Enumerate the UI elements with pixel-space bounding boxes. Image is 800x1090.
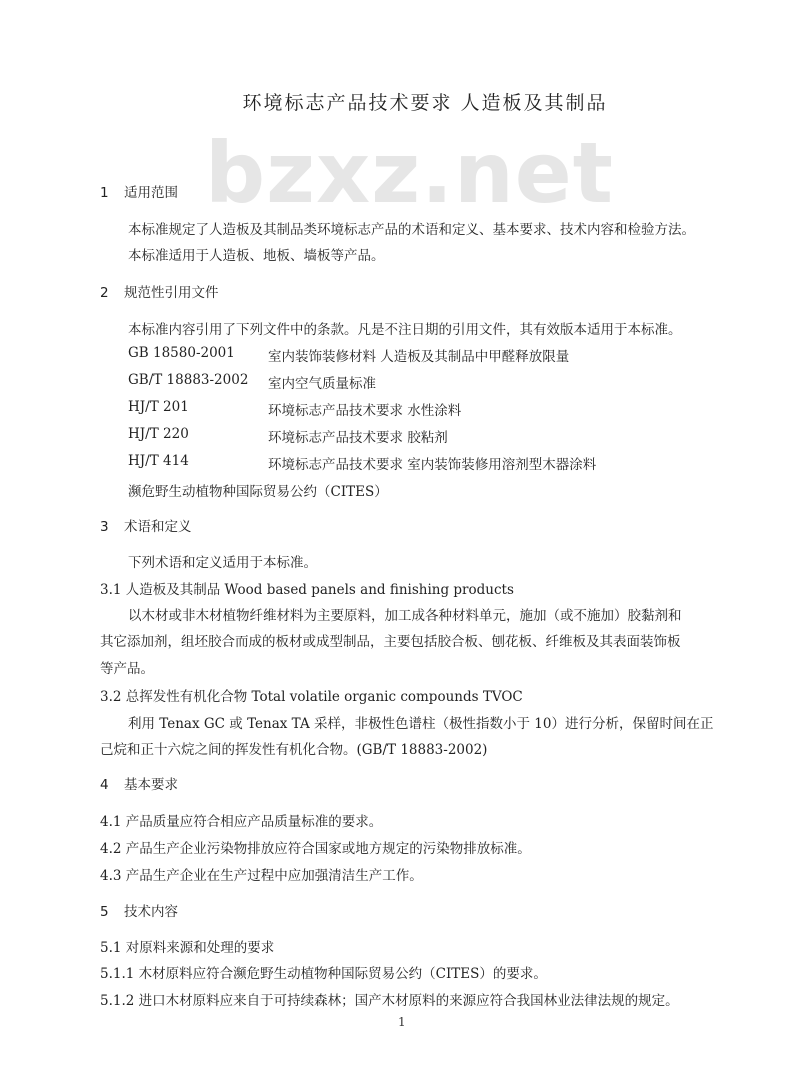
clause-heading: 3.2 总挥发性有机化合物 Total volatile organic compounds TVOC	[100, 689, 523, 705]
section-number: 3	[100, 519, 109, 535]
reference-name: 环境标志产品技术要求 胶粘剂	[268, 430, 448, 446]
clause-line: 4.2 产品生产企业污染物排放应符合国家或地方规定的污染物排放标准。	[100, 841, 531, 857]
reference-code: HJ/T 414	[128, 453, 189, 469]
clause-heading: 3.1 人造板及其制品 Wood based panels and finishing products	[100, 582, 514, 598]
page-number: 1	[398, 1015, 406, 1029]
section-heading-1	[100, 181, 178, 201]
paragraph-line: 本标准规定了人造板及其制品类环境标志产品的术语和定义、基本要求、技术内容和检验方法。	[128, 222, 695, 238]
section-title: 术语和定义	[124, 519, 192, 535]
reference-name: 室内装饰装修材料 人造板及其制品中甲醛释放限量	[268, 349, 570, 365]
watermark: bzxz.net	[205, 124, 614, 222]
section-title: 技术内容	[124, 904, 178, 920]
clause-line: 5.1.2 进口木材原料应来自于可持续森林；国产木材原料的来源应符合我国林业法律法规的规定。	[100, 993, 679, 1009]
section-title: 规范性引用文件	[124, 285, 219, 301]
clause-line: 4.1 产品质量应符合相应产品质量标准的要求。	[100, 814, 383, 830]
section-heading-4	[100, 773, 178, 793]
paragraph-line: 其它添加剂，组坯胶合而成的板材或成型制品，主要包括胶合板、刨花板、纤维板及其表面装饰板	[100, 634, 681, 650]
section-number: 5	[100, 904, 109, 920]
paragraph-line: 以木材或非木材植物纤维材料为主要原料，加工成各种材料单元，施加（或不施加）胶黏剂和	[128, 608, 682, 624]
document-title: 环境标志产品技术要求 人造板及其制品	[242, 92, 608, 114]
paragraph-line: 利用 Tenax GC 或 Tenax TA 采样，非极性色谱柱（极性指数小于 10）进行分析，保留时间在正	[128, 716, 714, 732]
paragraph-line: 本标准内容引用了下列文件中的条款。凡是不注日期的引用文件，其有效版本适用于本标准。	[128, 322, 682, 338]
section-title: 基本要求	[124, 777, 178, 793]
paragraph-line: 濒危野生动植物种国际贸易公约（CITES）	[128, 484, 388, 500]
paragraph-line: 下列术语和定义适用于本标准。	[128, 555, 317, 571]
clause-line: 5.1.1 木材原料应符合濒危野生动植物种国际贸易公约（CITES）的要求。	[100, 966, 547, 982]
paragraph-line: 本标准适用于人造板、地板、墙板等产品。	[128, 248, 385, 264]
paragraph-line: 己烷和正十六烷之间的挥发性有机化合物。(GB/T 18883-2002)	[100, 742, 488, 758]
section-heading-5	[100, 900, 178, 920]
section-number: 4	[100, 777, 109, 793]
section-heading-3	[100, 515, 192, 535]
reference-name: 室内空气质量标准	[268, 376, 376, 392]
reference-code: GB/T 18883-2002	[128, 372, 249, 388]
section-title: 适用范围	[124, 185, 178, 201]
reference-code: HJ/T 201	[128, 399, 189, 415]
reference-name: 环境标志产品技术要求 水性涂料	[268, 403, 462, 419]
reference-name: 环境标志产品技术要求 室内装饰装修用溶剂型木器涂料	[268, 457, 597, 473]
section-number: 1	[100, 185, 109, 201]
reference-code: HJ/T 220	[128, 426, 189, 442]
paragraph-line: 等产品。	[100, 661, 154, 677]
section-heading-2	[100, 281, 219, 301]
section-number: 2	[100, 285, 109, 301]
clause-line: 5.1 对原料来源和处理的要求	[100, 940, 275, 956]
clause-line: 4.3 产品生产企业在生产过程中应加强清洁生产工作。	[100, 868, 423, 884]
reference-code: GB 18580-2001	[128, 345, 235, 361]
